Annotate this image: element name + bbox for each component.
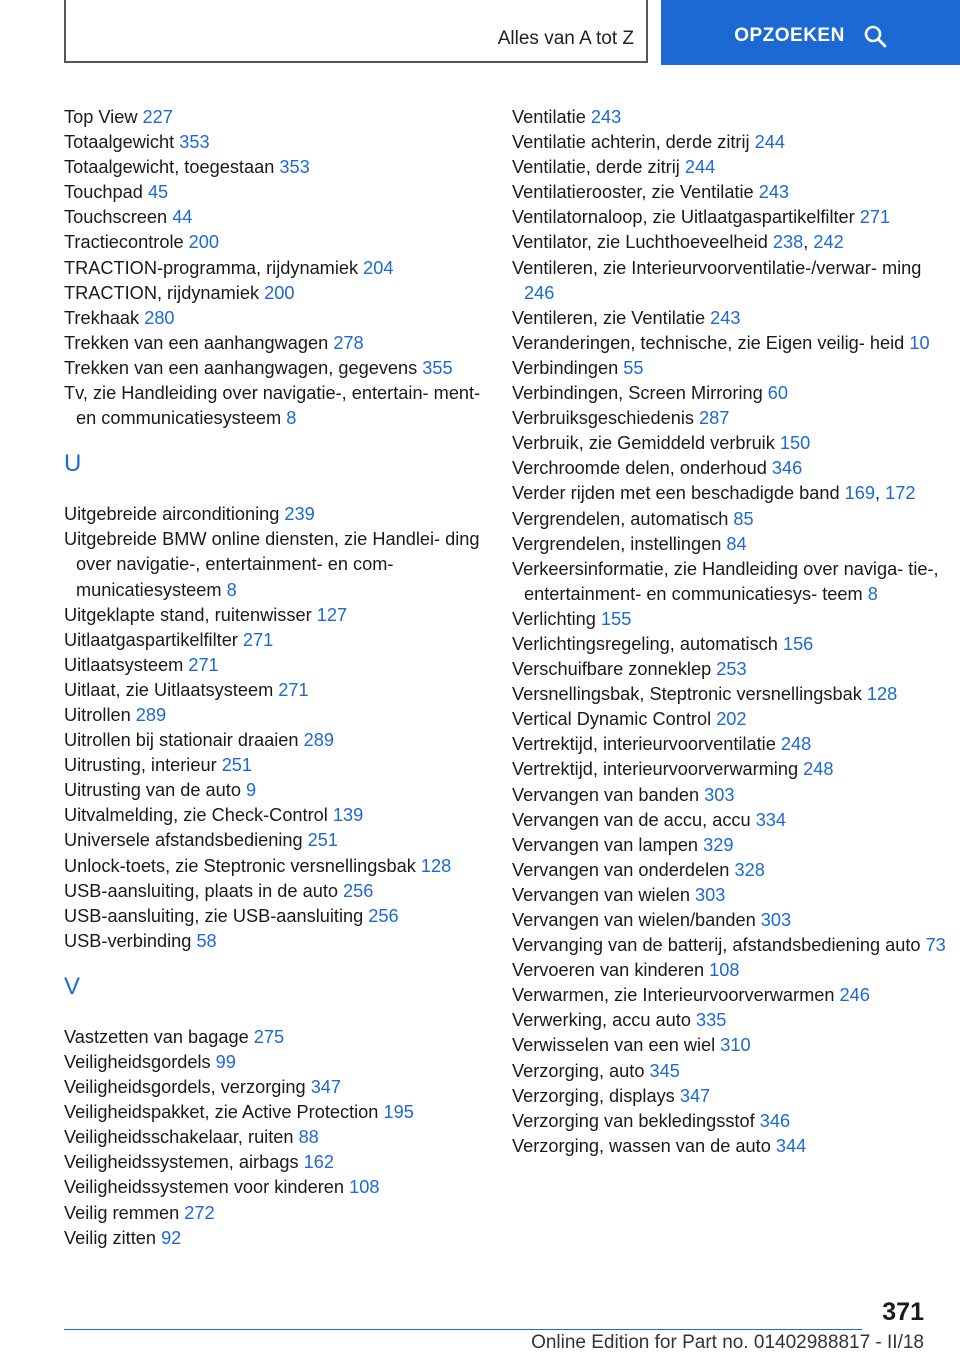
page-reference-link[interactable]: 256 <box>343 880 374 901</box>
index-entry-text: Unlock-toets, zie Steptronic versnellingsbak <box>64 855 421 876</box>
index-entry-text: Vervangen van banden <box>512 784 705 805</box>
index-entry-text: Vervangen van lampen <box>512 834 704 855</box>
index-entry-text: Veiligheidssystemen voor kinderen <box>64 1177 350 1198</box>
page-reference-link[interactable]: 334 <box>755 809 787 830</box>
page-reference-link[interactable]: 169 <box>844 483 876 504</box>
page-reference-link[interactable]: 246 <box>524 282 555 303</box>
index-entry-text: Trekken van een aanhangwagen, gegevens <box>64 357 423 378</box>
footer-edition-text: Online Edition for Part no. 01402988817 - II/18 <box>531 1332 924 1353</box>
index-entry: Ventilator, zie Luchthoeveelheid 238, 242 <box>512 232 844 253</box>
index-entry <box>512 983 952 1008</box>
index-entry-text: Tv, zie Handleiding over navigatie-, entertain‐ ment- en communicatiesysteem <box>64 383 481 429</box>
index-entry <box>64 1075 504 1100</box>
page-reference-link[interactable]: 45 <box>147 182 169 203</box>
page-reference-link[interactable]: 227 <box>142 107 173 127</box>
index-entry-text: Vergrendelen, instellingen <box>512 533 727 554</box>
page-reference-link[interactable]: 271 <box>859 207 891 228</box>
page-reference-link[interactable]: 271 <box>278 679 309 700</box>
index-entry <box>512 381 952 406</box>
index-entry-text: Veilig remmen <box>64 1202 185 1223</box>
index-entry <box>64 1100 504 1125</box>
page-reference-link[interactable]: 345 <box>649 1060 680 1081</box>
page-reference-link[interactable]: 344 <box>775 1135 807 1156</box>
page-reference-link[interactable]: 244 <box>684 157 716 178</box>
index-entry-text: Uitrusting, interieur <box>64 755 222 776</box>
page-reference-link[interactable]: 243 <box>590 107 622 127</box>
page-reference-link[interactable]: 347 <box>310 1077 342 1098</box>
index-entry-text: Uitlaatsysteem <box>64 654 189 675</box>
index-entry <box>64 205 504 230</box>
index-entry <box>512 883 952 908</box>
index-entry-text: Vervangen van wielen <box>512 884 696 905</box>
index-entry <box>64 828 504 853</box>
page-reference-link[interactable]: 353 <box>179 132 210 153</box>
index-entry-text: Verwisselen van een wiel <box>512 1035 721 1056</box>
section-letter: U <box>64 450 82 478</box>
index-entry-text: Verwarmen, zie Interieurvoorverwarmen <box>512 985 840 1006</box>
index-entry-text: Ventilatie, derde zitrij <box>512 157 685 178</box>
index-entry <box>64 180 504 205</box>
index-entry <box>512 356 952 381</box>
page-reference-link[interactable]: 84 <box>726 533 747 554</box>
page-reference-link[interactable]: 85 <box>733 508 754 529</box>
index-entry-text: Verbindingen, Screen Mirroring <box>512 383 768 404</box>
page-number: 371 <box>882 1298 924 1326</box>
page-reference-link[interactable]: 329 <box>703 834 734 855</box>
index-entry <box>512 732 952 757</box>
page-reference-link[interactable]: 200 <box>264 282 295 303</box>
page-reference-link[interactable]: 73 <box>925 935 946 956</box>
index-entry-text: Verchroomde delen, onderhoud <box>512 458 772 479</box>
index-entry-text: Veiligheidsgordels, verzorging <box>64 1077 311 1098</box>
index-entry <box>512 431 952 456</box>
page-reference-link[interactable]: 156 <box>782 633 814 654</box>
page-reference-link[interactable]: 256 <box>368 905 399 926</box>
index-entry <box>512 958 952 983</box>
index-entry <box>512 1084 952 1109</box>
index-entry <box>64 1175 504 1200</box>
page-reference-link[interactable]: 328 <box>734 859 765 880</box>
page-reference-link[interactable]: 202 <box>716 709 747 730</box>
page-reference-link[interactable]: 347 <box>679 1085 711 1106</box>
index-entry <box>64 105 504 130</box>
page-reference-link[interactable]: 127 <box>316 604 348 625</box>
index-entry <box>64 306 504 331</box>
page-reference-link[interactable]: 88 <box>298 1127 319 1148</box>
index-entry <box>64 929 504 954</box>
index-entry-text: Vervangen van de accu, accu <box>512 809 756 830</box>
index-entry-text: USB-aansluiting, plaats in de auto <box>64 880 344 901</box>
index-entry-text: Vertical Dynamic Control <box>512 709 717 730</box>
index-column-right <box>512 105 952 1159</box>
index-entry <box>64 653 504 678</box>
page-reference-link[interactable]: 272 <box>184 1202 215 1223</box>
index-entry <box>64 603 504 628</box>
index-entry <box>512 205 952 230</box>
page-reference-link[interactable]: 8 <box>286 408 297 429</box>
index-entry-text: Uitgebreide airconditioning <box>64 504 285 525</box>
index-entry-text: Versnellingsbak, Steptronic versnellingsbak <box>512 684 867 705</box>
page-reference-link[interactable]: 278 <box>333 332 364 353</box>
index-entry-text: Verbruik, zie Gemiddeld verbruik <box>512 433 780 454</box>
index-entry-text: Vertrektijd, interieurvoorventilatie <box>512 734 781 755</box>
index-entry <box>512 507 952 532</box>
index-entry <box>512 456 952 481</box>
index-entry-text: Uitrollen <box>64 704 136 725</box>
page-reference-link[interactable]: 346 <box>771 458 803 479</box>
index-entry-text: Trekhaak <box>64 307 145 328</box>
page-reference-link[interactable]: 108 <box>709 960 740 981</box>
index-entry <box>512 833 952 858</box>
page-reference-link[interactable]: 128 <box>420 855 452 876</box>
index-entry-text: Veiligheidspakket, zie Active Protection <box>64 1102 384 1123</box>
index-entry-text: Totaalgewicht, toegestaan <box>64 157 280 178</box>
page-reference-link[interactable]: 99 <box>215 1052 236 1072</box>
index-entry-text: Verlichting <box>512 608 601 629</box>
index-entry <box>64 1050 504 1075</box>
page-reference-link[interactable]: 8 <box>226 579 237 600</box>
index-entry <box>64 753 504 778</box>
index-entry-text: Touchpad <box>64 182 148 203</box>
page-reference-link[interactable]: 248 <box>780 734 812 755</box>
index-entry-text: Trekken van een aanhangwagen <box>64 332 334 353</box>
index-entry <box>512 682 952 707</box>
index-entry <box>64 256 504 281</box>
page-reference-link[interactable]: 246 <box>839 985 870 1006</box>
index-entry-text: Tractiecontrole <box>64 232 189 253</box>
page-reference-link[interactable]: 248 <box>803 759 834 780</box>
index-entry <box>512 1008 952 1033</box>
index-entry <box>64 1226 504 1251</box>
index-entry-text: USB-verbinding <box>64 930 197 951</box>
page-reference-link[interactable]: 251 <box>221 755 253 776</box>
page-reference-link[interactable]: 58 <box>196 930 217 951</box>
index-entry <box>64 703 504 728</box>
index-entry-text: Verzorging, auto <box>512 1060 650 1081</box>
index-entry-text: Touchscreen <box>64 207 173 228</box>
index-column-left <box>64 105 504 1251</box>
page-reference-link[interactable]: 128 <box>866 684 898 705</box>
page-reference-link[interactable]: 244 <box>754 132 785 153</box>
page-reference-link[interactable]: 242 <box>813 232 844 253</box>
index-entry <box>64 854 504 879</box>
index-entry <box>64 1150 504 1175</box>
index-entry <box>512 532 952 557</box>
page-reference-link[interactable]: 55 <box>623 357 644 378</box>
index-entry-text: TRACTION-programma, rijdynamiek <box>64 257 364 278</box>
index-entry <box>512 1059 952 1084</box>
page-reference-link[interactable]: 355 <box>422 357 453 378</box>
index-entry-text: Veiligheidssystemen, airbags <box>64 1152 304 1173</box>
page-reference-link[interactable]: 271 <box>188 654 219 675</box>
index-entry-text: Uitgebreide BMW online diensten, zie Handlei‐ ding over navigatie-, entertainment- en com‐ municatiesysteem <box>64 529 480 600</box>
page-reference-link[interactable]: 275 <box>253 1026 285 1047</box>
index-entry <box>64 331 504 356</box>
page-reference-link[interactable]: 253 <box>716 659 747 680</box>
index-entry <box>64 728 504 753</box>
page-reference-link[interactable]: 243 <box>758 182 790 203</box>
index-entry-text: Vervanging van de batterij, afstandsbediening auto <box>512 935 926 956</box>
index-entry <box>512 757 952 782</box>
index-entry <box>64 904 504 929</box>
page-reference-link[interactable]: 335 <box>696 1010 727 1031</box>
index-entry <box>64 381 504 431</box>
index-entry-text: TRACTION, rijdynamiek <box>64 282 265 303</box>
index-entry-text: Verbruiksgeschiedenis <box>512 408 700 429</box>
page-reference-link[interactable]: 155 <box>600 608 632 629</box>
index-entry-text: Vervoeren van kinderen <box>512 960 710 981</box>
index-entry-text: Ventilatie achterin, derde zitrij <box>512 132 755 153</box>
page-reference-link[interactable]: 200 <box>188 232 220 253</box>
page-reference-link[interactable]: 204 <box>363 257 394 278</box>
index-entry-text: Top View <box>64 107 143 127</box>
search-button[interactable] <box>661 0 960 65</box>
index-entry-text: Verlichtingsregeling, automatisch <box>512 633 783 654</box>
index-entry <box>64 130 504 155</box>
index-entry <box>512 557 952 607</box>
page-reference-link[interactable]: 289 <box>135 704 167 725</box>
page-reference-link[interactable]: 195 <box>383 1102 414 1123</box>
index-entry <box>64 1201 504 1226</box>
index-entry <box>64 678 504 703</box>
page-reference-link[interactable]: 303 <box>695 884 726 905</box>
index-entry <box>512 306 952 331</box>
index-entry <box>512 908 952 933</box>
page-reference-link[interactable]: 150 <box>779 433 811 454</box>
index-entry-text: Uitvalmelding, zie Check-Control <box>64 805 333 826</box>
index-entry <box>512 933 952 958</box>
index-entry-text: Verwerking, accu auto <box>512 1010 696 1031</box>
index-entry-text: Uitlaat, zie Uitlaatsysteem <box>64 679 279 700</box>
index-entry-text: Totaalgewicht <box>64 132 180 153</box>
index-entry <box>512 632 952 657</box>
page-reference-link[interactable]: 243 <box>710 307 741 328</box>
index-entry-text: Verbindingen <box>512 357 624 378</box>
page-reference-link[interactable]: 289 <box>303 730 334 751</box>
index-entry <box>512 1134 952 1159</box>
index-entry-text: Verschuifbare zonneklep <box>512 659 717 680</box>
index-entry-text: Vergrendelen, automatisch <box>512 508 734 529</box>
page-reference-link[interactable]: 239 <box>284 504 315 525</box>
index-entry-text: Ventileren, zie Interieurvoorventilatie-/verwar‐ ming <box>512 257 922 278</box>
search-button-label: OPZOEKEN <box>734 24 845 46</box>
index-entry-text: Ventileren, zie Ventilatie <box>512 307 711 328</box>
page-reference-link[interactable]: 108 <box>349 1177 380 1198</box>
page-reference-link[interactable]: 60 <box>767 383 789 404</box>
page-reference-link[interactable]: 162 <box>303 1152 334 1173</box>
index-entry <box>64 1125 504 1150</box>
index-entry-text: Veilig zitten <box>64 1227 162 1248</box>
header-title: Alles van A tot Z <box>497 28 634 49</box>
index-entry-text: Uitrollen bij stationair draaien <box>64 730 304 751</box>
page-reference-link[interactable]: 238 <box>772 232 804 253</box>
index-entry-text: USB-aansluiting, zie USB-aansluiting <box>64 905 369 926</box>
index-entry <box>512 707 952 732</box>
page-reference-link[interactable]: 287 <box>699 408 730 429</box>
index-entry-text: Vervangen van onderdelen <box>512 859 735 880</box>
page-reference-link[interactable]: 310 <box>720 1035 751 1056</box>
index-entry <box>64 527 504 602</box>
index-entry <box>512 607 952 632</box>
index-entry-text: Veiligheidsgordels <box>64 1052 216 1072</box>
index-entry-text: Verzorging, wassen van de auto <box>512 1135 776 1156</box>
page-reference-link[interactable]: 10 <box>909 332 930 353</box>
index-entry <box>64 803 504 828</box>
page-reference-link[interactable]: 44 <box>172 207 193 228</box>
index-entry <box>64 502 504 527</box>
page-reference-link[interactable]: 280 <box>144 307 175 328</box>
index-entry <box>512 155 952 180</box>
index-entry <box>512 180 952 205</box>
page-reference-link[interactable]: 346 <box>759 1110 791 1131</box>
index-entry <box>64 1025 504 1050</box>
index-entry-text: Uitrusting van de auto <box>64 780 246 801</box>
page-reference-link[interactable]: 92 <box>161 1227 182 1248</box>
page-reference-link[interactable]: 251 <box>307 830 339 851</box>
index-entry-text: Ventilator, zie Luchthoeveelheid <box>512 232 773 253</box>
search-icon <box>863 24 887 48</box>
index-entry <box>64 356 504 381</box>
index-entry: Verder rijden met een beschadigde band 169, 172 <box>512 483 916 504</box>
index-entry <box>512 331 952 356</box>
index-entry <box>64 778 504 803</box>
index-entry <box>512 783 952 808</box>
index-entry-text: Verkeersinformatie, zie Handleiding over naviga‐ tie-, entertainment- en communicatiesys‐ teem <box>512 558 939 604</box>
index-entry-text: Uitgeklapte stand, ruitenwisser <box>64 604 317 625</box>
page-reference-link[interactable]: 172 <box>885 483 916 504</box>
index-entry-text: Ventilatornaloop, zie Uitlaatgaspartikelfilter <box>512 207 860 228</box>
index-entry-text: Universele afstandsbediening <box>64 830 308 851</box>
page-reference-link[interactable]: 8 <box>867 583 878 604</box>
index-entry-text: Ventilatie <box>512 107 591 127</box>
index-entry <box>64 628 504 653</box>
index-entry <box>512 858 952 883</box>
index-entry <box>512 130 952 155</box>
page-reference-link[interactable]: 271 <box>242 629 274 650</box>
index-entry-text: Vertrektijd, interieurvoorverwarming <box>512 759 804 780</box>
index-entry <box>64 155 504 180</box>
index-entry-text: Veranderingen, technische, zie Eigen veilig‐ heid <box>512 332 910 353</box>
index-entry <box>512 406 952 431</box>
index-entry-text: Verzorging van bekledingsstof <box>512 1110 760 1131</box>
page-reference-link[interactable]: 139 <box>332 805 364 826</box>
page-reference-link[interactable]: 303 <box>760 910 792 930</box>
index-entry <box>512 657 952 682</box>
index-entry <box>512 256 952 306</box>
index-entry-text: Verder rijden met een beschadigde band <box>512 483 845 504</box>
index-entry <box>64 230 504 255</box>
index-entry-text: Vervangen van wielen/banden <box>512 910 761 930</box>
index-entry-text: Vastzetten van bagage <box>64 1026 254 1047</box>
footer-divider <box>64 1329 862 1330</box>
index-entry-text: Uitlaatgaspartikelfilter <box>64 629 243 650</box>
index-entry <box>64 281 504 306</box>
index-entry <box>512 1109 952 1134</box>
index-entry <box>512 1033 952 1058</box>
header-title-box <box>64 0 648 63</box>
index-entry-text: Ventilatierooster, zie Ventilatie <box>512 182 759 203</box>
page-reference-link[interactable]: 303 <box>704 784 735 805</box>
index-entry <box>64 879 504 904</box>
index-entry-text: Veiligheidsschakelaar, ruiten <box>64 1127 299 1148</box>
page-reference-link[interactable]: 353 <box>279 157 310 178</box>
index-entry <box>512 105 952 130</box>
index-entry <box>512 808 952 833</box>
page-reference-link[interactable]: 9 <box>245 780 257 801</box>
section-letter: V <box>64 972 81 1000</box>
index-entry-text: Verzorging, displays <box>512 1085 680 1106</box>
